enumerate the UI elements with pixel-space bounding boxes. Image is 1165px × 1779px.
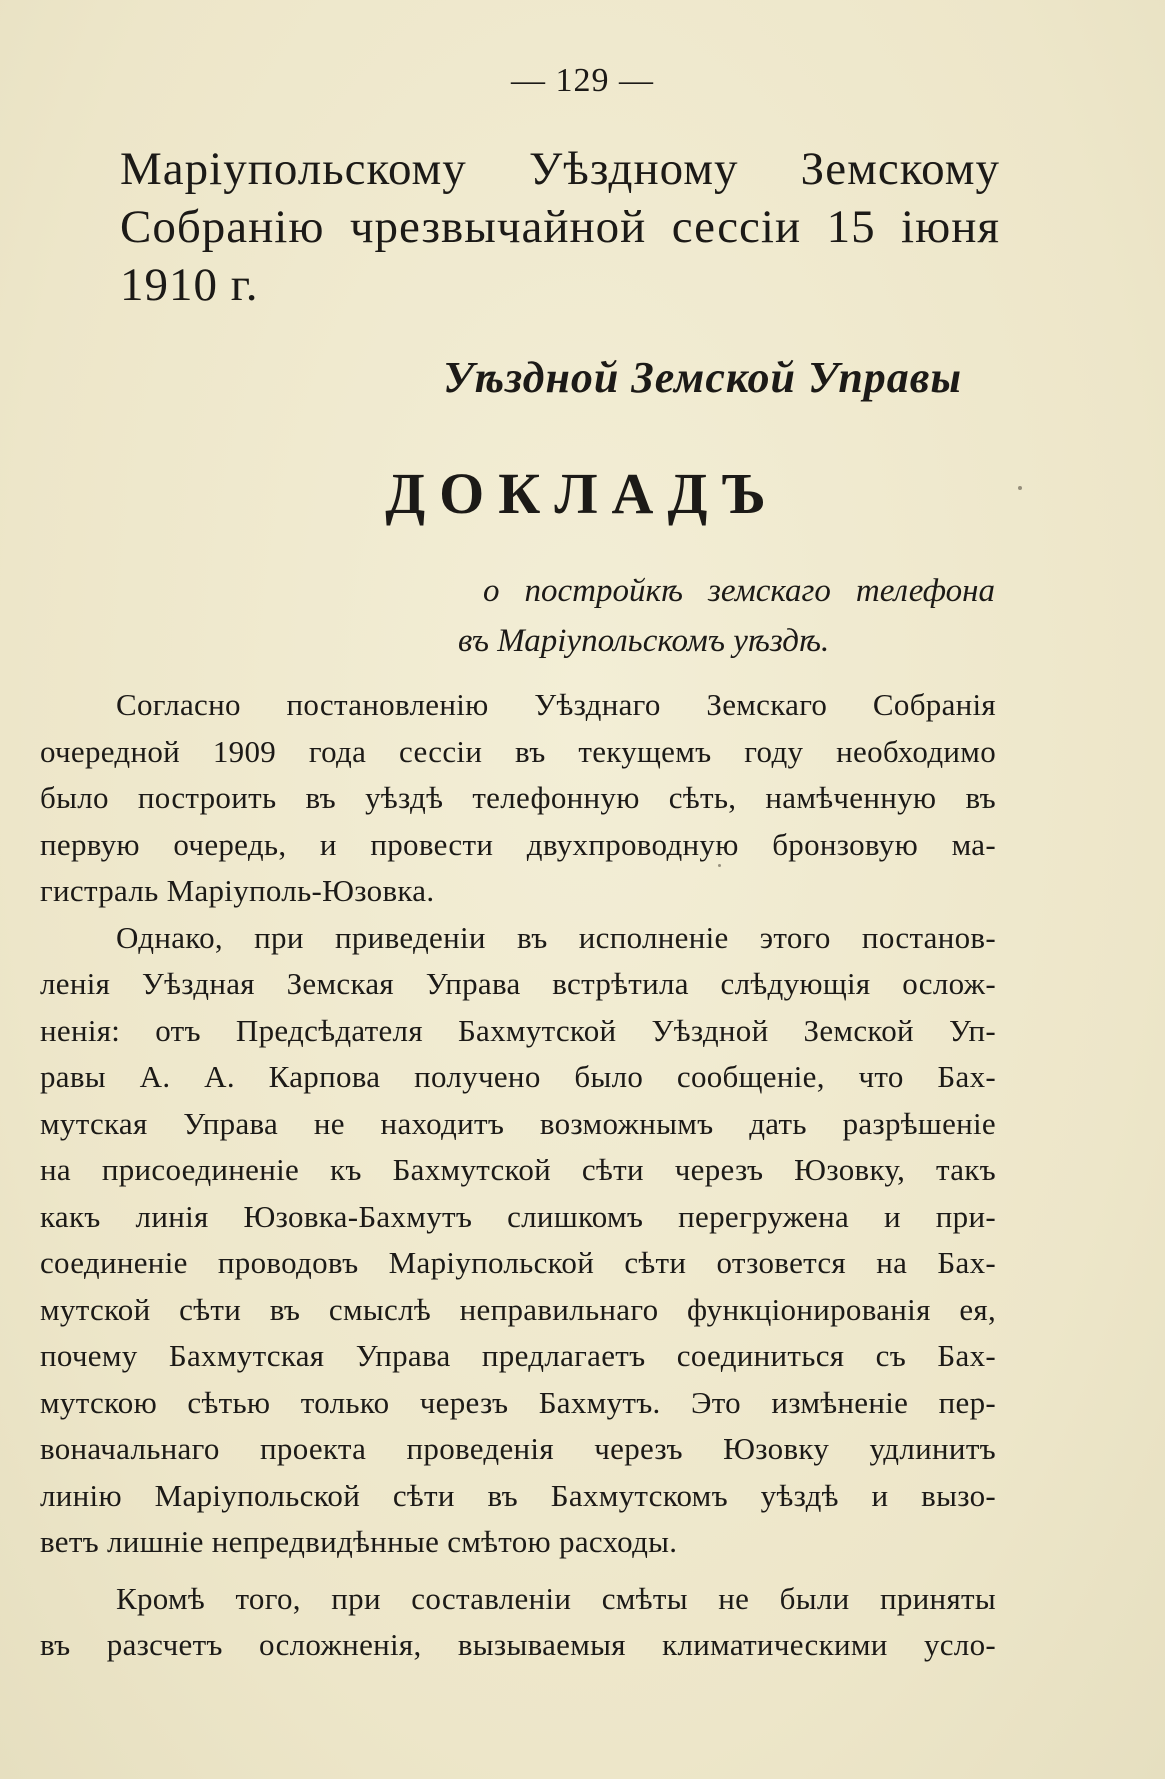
text-line: очередной 1909 года сессіи въ текущемъ году необходимо [40, 733, 996, 769]
text-line: ленія Уѣздная Земская Управа встрѣтила слѣдующія ослож- [40, 966, 996, 1001]
report-topic [0, 566, 1165, 666]
text-line: воначальнаго проекта проведенія черезъ Юзовку удлинитъ [40, 1431, 996, 1466]
topic-line-1: о постройкѣ земскаго телефона [483, 573, 995, 609]
page-number: — 129 — [511, 62, 654, 99]
report-body [40, 682, 996, 1669]
paper-speck [718, 864, 721, 867]
text-line: мутской сѣти въ смыслѣ неправильнаго функціонированія ея, [40, 1291, 996, 1327]
paragraph-2 [40, 915, 996, 1566]
text-line: мутскою сѣтью только черезъ Бахмутъ. Это измѣненіе пер- [40, 1384, 996, 1420]
paper-speck [1018, 486, 1022, 490]
text-line: гистраль Маріуполь-Юзовка. [40, 873, 435, 908]
report-heading: ДОКЛАДЪ [385, 461, 780, 526]
paragraph-3 [40, 1576, 996, 1669]
document-title: Маріупольскому Уѣздному Земскому Собранію чрезвычайной сессіи 15 іюня 1910 г. [120, 143, 1000, 311]
text-line: на присоединеніе къ Бахмутской сѣти черезъ Юзовку, такъ [40, 1152, 996, 1187]
topic-line-2: въ Маріупольскомъ уѣздѣ. [458, 623, 830, 659]
text-line: первую очередь, и провести двухпроводную бронзовую ма- [40, 826, 996, 862]
text-line: почему Бахмутская Управа предлагаетъ соединиться съ Бах- [40, 1338, 996, 1373]
text-line: Кромѣ того, при составленіи смѣты не были приняты [116, 1580, 996, 1616]
text-line: ветъ лишніе непредвидѣнные смѣтою расходы. [40, 1524, 678, 1559]
text-line: мутская Управа не находитъ возможнымъ дать разрѣшеніе [40, 1105, 996, 1141]
text-line: линію Маріупольской сѣти въ Бахмутскомъ уѣздѣ и вызо- [40, 1477, 996, 1513]
text-line: соединеніе проводовъ Маріупольской сѣти отзовется на Бах- [40, 1245, 996, 1280]
text-line: Однако, при приведеніи въ исполненіе этого постанов- [116, 919, 996, 955]
text-line: какъ линія Юзовка-Бахмутъ слишкомъ перегружена и при- [40, 1198, 996, 1234]
paragraph-1 [40, 682, 996, 915]
text-line: въ разсчетъ осложненія, вызываемыя климатическими усло- [40, 1627, 996, 1662]
text-line: ненія: отъ Предсѣдателя Бахмутской Уѣздной Земской Уп- [40, 1012, 996, 1048]
text-line: было построить въ уѣздѣ телефонную сѣть, намѣченную въ [40, 780, 996, 815]
text-line: равы А. А. Карпова получено было сообщеніе, что Бах- [40, 1059, 996, 1094]
text-line: Согласно постановленію Уѣзднаго Земскаго Собранія [116, 687, 996, 722]
issuer-subtitle: Уѣздной Земской Управы [443, 353, 962, 402]
